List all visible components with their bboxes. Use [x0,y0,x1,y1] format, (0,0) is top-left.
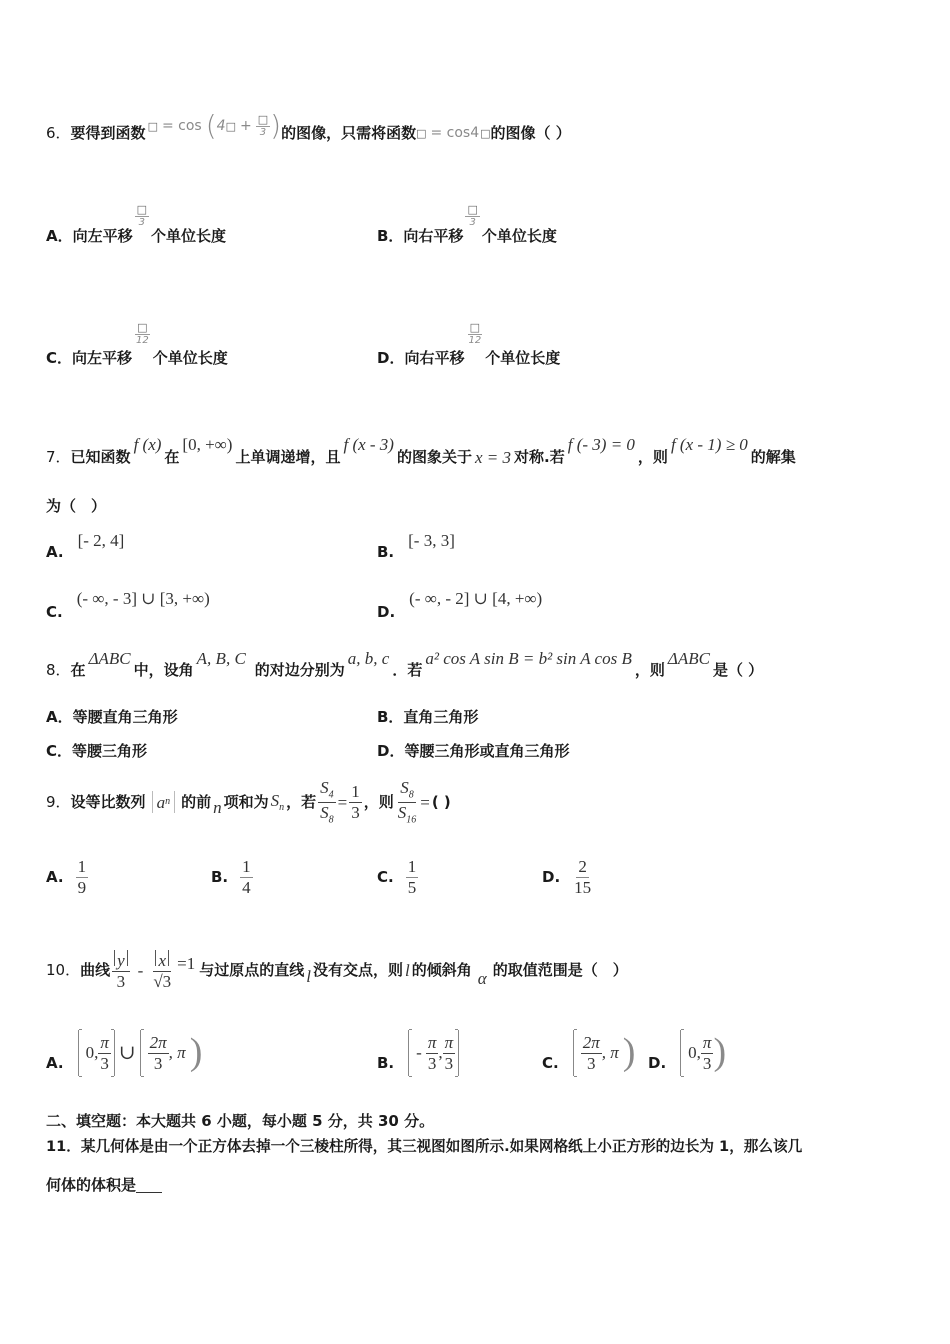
fraction-den: 3 [444,1053,454,1073]
fraction-num: π [702,1032,712,1052]
option-unit: 个单位长度 [151,227,227,245]
fraction-box-over-3 [135,204,149,228]
q6-formula-1a: = cos [161,118,202,134]
option-unit: 个单位长度 [485,349,561,367]
interval-b [408,1029,459,1077]
q9-text: 的前 [181,792,212,811]
interval-fraction [581,1034,602,1073]
fraction-den: 3 [100,1053,109,1073]
placeholder-box-icon: □ [480,126,491,140]
q9-math-ratio-2 [396,779,419,826]
q10-text: 与过原点的直线 [199,960,305,979]
q8-math-angles: A, B, C [196,649,246,668]
option-label: B. [211,867,229,886]
option-label: B. [377,1053,395,1072]
q9-option-b[interactable] [211,858,253,897]
placeholder-box-icon: □ [136,203,148,216]
answer-blank[interactable] [136,1178,162,1193]
q8-option-d[interactable]: D．等腰三角形或直角三角形 [377,742,570,760]
q6-number: 6． [46,123,71,142]
interval-fraction [148,1034,169,1073]
fraction-num: 2π [149,1032,167,1052]
sn-s: S [270,790,280,810]
fraction-den: 12 [468,335,482,346]
q8-text: 的对边分别为 [254,661,345,679]
q7-number: 7． [46,448,71,466]
seq-a-sub: n [165,796,171,807]
option-label: A. [46,867,64,886]
placeholder-box-icon: □ [257,113,269,126]
q9-number: 9． [46,792,71,811]
paren-left-icon: ( [205,109,217,142]
option-label: A. [46,543,64,561]
fraction-num: 1 [242,857,251,876]
q6-option-a[interactable] [46,204,226,248]
fraction-num: 1 [407,857,417,876]
ratio-den: S [320,802,329,822]
q8-stem [46,650,763,680]
q8-text: 是（ ） [712,661,764,679]
interval-comma: , [438,1043,443,1063]
option-fraction [240,858,253,897]
q7-text: ，则 [637,448,668,466]
fraction-den: 3 [702,1053,712,1073]
q10-eq: =1 [177,953,196,973]
interval-fraction [701,1034,714,1073]
option-label: A．向左平移 [46,227,133,245]
placeholder-box-icon: □ [467,203,478,216]
q7-math-interval: [0, +∞) [182,435,233,454]
interval-a2: $\frac{2\pi}{3}$ , π ) [140,1029,203,1077]
seq-a: a [156,792,166,812]
q8-math-equation: a² cos A sin B = b² sin A cos B [425,649,632,668]
q9-eq: = [337,792,348,812]
q6-formula-1b: 4 [216,118,226,134]
q6-formula-fraction [256,114,270,138]
option-label: D. [542,867,561,886]
q9-text: ，若 [286,792,317,811]
interval-c: $\frac{2\pi}{3}$ , π ) [573,1029,636,1077]
q9-math-sequence [152,791,176,813]
q7-option-b[interactable] [377,532,455,562]
q7-stem-line1 [46,436,796,468]
q8-text: 在 [70,661,86,679]
q6-stem [46,109,571,148]
ratio-den-sub: 8 [328,813,334,825]
fraction-num: π [100,1032,109,1052]
q7-math-ineq: f (x - 1) ≥ 0 [670,435,748,454]
option-label: C．向左平移 [46,349,133,367]
q9-math-value-1 [349,783,362,822]
q7-text: 已知函数 [70,448,131,466]
fraction-box-over-12 [466,322,483,346]
q10-option-a[interactable] [46,1026,202,1080]
q9-option-c[interactable] [377,858,418,897]
q10-text: 曲线 [80,960,111,979]
q10-minus: - [137,960,144,980]
option-label: C. [377,867,394,886]
ratio-num-sub: 8 [408,789,414,800]
fraction-den: √3 [153,971,172,991]
q10-math-y-over-3 [112,950,130,991]
fraction-den: 3 [469,217,476,228]
interval-pi: , π [601,1043,619,1063]
q10-math-x-over-sqrt3 [151,950,173,991]
q11-text: 何体的体积是 [46,1176,137,1194]
var-x: x [158,950,167,970]
interval-zero: 0, [85,1043,99,1063]
option-label: D. [377,603,396,621]
option-value: (- ∞, - 3] ∪ [3, +∞) [76,589,210,608]
option-value: [- 2, 4] [77,531,125,550]
q9-stem [46,776,451,828]
option-label: D．向右平移 [377,349,465,367]
interval-fraction [426,1034,439,1073]
ratio-num: S [320,777,329,797]
q6-text-2: 的图像，只需将函数 [281,123,417,142]
interval-zero: 0, [688,1043,701,1063]
fraction-den: 9 [77,877,87,897]
fraction-den: 4 [242,877,251,897]
q10-math-l: l [405,960,410,980]
option-label: C. [542,1053,559,1072]
q9-text: 设等比数列 [70,792,146,811]
q9-text: ( ) [431,792,451,811]
q7-text: 对称.若 [514,448,565,466]
value-den: 3 [351,802,360,822]
q9-text: ，则 [363,792,394,811]
ratio-den: S [397,802,407,822]
q6-text-3: 的图像（ ） [490,123,571,142]
interval-negative: - [416,1043,422,1063]
ratio-num: S [400,777,409,797]
union-symbol: ∪ [118,1042,136,1064]
q7-math-cond: f (- 3) = 0 [567,435,635,454]
q10-text: 没有交点，则 [313,960,404,979]
q9-option-a[interactable] [46,858,88,897]
q6-option-b[interactable] [377,204,557,248]
option-value: (- ∞, - 2] ∪ [4, +∞) [409,589,543,608]
q8-number: 8． [46,661,71,679]
q9-text: 项和为 [223,792,269,811]
section-2-heading: 二、填空题：本大题共 6 小题，每小题 5 分，共 30 分。 [46,1112,435,1130]
q6-option-d[interactable] [377,322,560,370]
placeholder-box-icon: □ [147,119,158,133]
q8-math-sides: a, b, c [347,649,390,668]
q8-text: ，则 [634,661,665,679]
q10-option-d[interactable] [648,1026,726,1080]
q10-option-c[interactable] [542,1026,635,1080]
option-label: C. [46,603,63,621]
placeholder-box-icon: □ [469,321,481,334]
q7-option-d[interactable] [377,590,542,622]
q7-option-a[interactable] [46,532,124,562]
fraction-den: 3 [153,1053,163,1073]
q8-text: 中，设角 [133,661,194,679]
q10-text: 的倾斜角 [411,960,472,979]
interval-pi: , π [168,1043,186,1063]
fraction-den: 3 [586,1053,596,1073]
fraction-den: 3 [427,1053,437,1073]
sn-sub: n [279,801,285,813]
q7-text: 的解集 [750,448,796,466]
option-value: [- 3, 3] [408,531,455,550]
q7-text: 的图象关于 [396,448,472,466]
option-label: B. [377,543,395,561]
q9-math-n: n [213,797,222,817]
ratio-den-sub: 16 [406,813,417,825]
fraction-num: π [444,1032,454,1052]
q10-text: 的取值范围是（ ） [492,960,628,979]
fraction-den: 3 [138,217,146,228]
option-label: A. [46,1053,64,1072]
q7-math-fx: f (x) [133,435,162,454]
q7-option-c[interactable] [46,590,210,622]
fraction-num: π [427,1032,437,1052]
fraction-den: 3 [116,971,126,991]
fraction-num: 2π [582,1032,600,1052]
option-label: B．向右平移 [377,227,464,245]
q11-stem-line1: 11．某几何体是由一个正方体去掉一个三棱柱所得，其三视图如图所示.如果网格纸上小正方形的边长为 1，那么该几 [46,1138,803,1155]
fraction-num: 2 [578,857,587,876]
q6-formula-1c: + [239,118,252,134]
q10-math-alpha: α [477,968,487,988]
q6-fraction-den: 3 [259,127,267,138]
placeholder-box-icon: □ [137,321,148,334]
q8-math-triangle: ΔABC [88,649,131,668]
q10-stem [46,942,628,998]
var-y: y [117,950,125,970]
q7-stem-line2: 为（ ） [46,497,107,515]
fraction-num: 1 [77,857,87,876]
q11-stem-line2 [46,1178,162,1193]
q8-option-b[interactable]: B．直角三角形 [377,708,479,726]
placeholder-box-icon: □ [225,119,236,133]
fraction-den: 5 [407,877,417,897]
paren-right-icon: ) [270,109,282,142]
q9-math-ratio-1 [318,779,336,826]
option-fraction [76,858,89,897]
fraction-box-over-3 [465,204,479,228]
fraction-den: 15 [574,877,592,897]
fraction-den: 12 [136,335,149,346]
fraction-box-over-12 [134,322,151,346]
q7-text: 在 [164,448,180,466]
option-unit: 个单位长度 [481,227,557,245]
interval-d: 0, $\frac{\pi}{3}$ ) [680,1029,726,1077]
q8-option-a[interactable]: A．等腰直角三角形 [46,708,178,726]
interval-fraction [443,1034,456,1073]
q6-text-1: 要得到函数 [70,123,146,142]
q6-formula-2: = cos4 [430,125,480,141]
q7-text: 上单调递增，且 [235,448,341,466]
q8-option-c[interactable]: C．等腰三角形 [46,742,148,760]
q10-number: 10． [46,960,81,979]
option-fraction [572,858,593,897]
q9-math-sn [271,792,285,813]
option-fraction [406,858,419,897]
q9-option-d[interactable] [542,858,593,897]
q6-option-c[interactable] [46,322,228,370]
option-label: D. [648,1053,667,1072]
placeholder-box-icon: □ [416,126,427,140]
q10-math-l: l [306,966,312,986]
q8-math-triangle: ΔABC [667,649,710,668]
q9-eq: = [420,792,430,812]
value-num: 1 [351,781,360,801]
q7-math-axis: x = 3 [475,448,512,467]
ratio-num-sub: 4 [328,789,334,800]
q8-text: ．若 [392,661,423,679]
option-unit: 个单位长度 [152,349,228,367]
q10-option-b[interactable] [377,1026,459,1080]
interval-fraction [98,1034,111,1073]
interval-a1 [78,1029,115,1077]
q7-math-shift: f (x - 3) [343,435,394,454]
